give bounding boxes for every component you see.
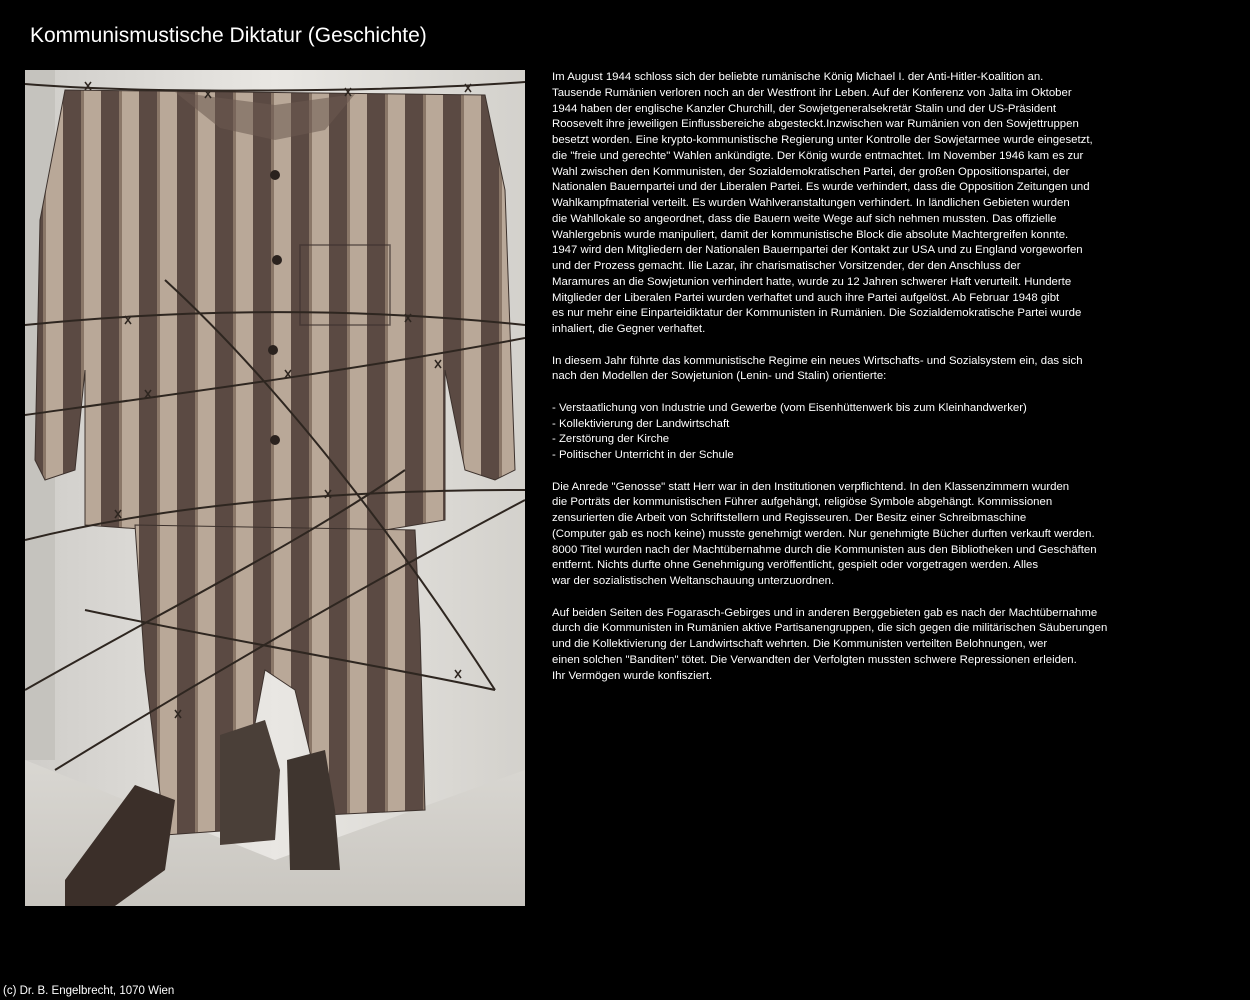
article-line: - Zerstörung der Kirche xyxy=(552,433,670,446)
article-line: besetzt worden. Eine krypto-kommunistische Regierung unter Kontrolle der Sowjetarmee wurde eingesetzt, xyxy=(552,134,1093,146)
article-paragraph xyxy=(552,480,1232,590)
article-line: 8000 Titel wurden nach der Machtübernahme durch die Kommunisten aus den Bibliotheken und Geschäften xyxy=(552,543,1097,556)
article-paragraph xyxy=(552,70,1232,338)
article-line: Mitglieder der Liberalen Partei wurden verhaftet und auch ihre Partei aufgelöst. Ab Februar 1948 gibt xyxy=(552,291,1060,304)
article-line: die Wahllokale so angeordnet, dass die Bauern weite Wege auf sich nehmen mussten. Das offizielle xyxy=(552,212,1057,225)
article-line: durch die Kommunisten in Rumänien aktive Partisanengruppen, die sich gegen die militärischen Säuberungen xyxy=(552,622,1108,635)
article-line: Roosevelt ihre jeweiligen Einflussbereiche abgesteckt.Inzwischen war Rumänien von den Sowjettruppen xyxy=(552,118,1079,131)
article-line: Auf beiden Seiten des Fogarasch-Gebirges und in anderen Berggebieten gab es nach der Machtübernahme xyxy=(552,606,1098,619)
article-line: Nationalen Bauernpartei und der Liberalen Partei. Es wurde verhindert, dass die Opposition Zeitungen und xyxy=(552,181,1090,194)
article-line: - Kollektivierung der Landwirtschaft xyxy=(552,417,730,430)
page-title: Kommunismustische Diktatur (Geschichte) xyxy=(30,24,427,47)
article-line: war der sozialistischen Weltanschauung unterzuordnen. xyxy=(552,575,835,587)
article-line: inhaliert, die Gegner verhaftet. xyxy=(552,323,706,335)
article-line: Im August 1944 schloss sich der beliebte rumänische König Michael I. der Anti-Hitler-Koalition an. xyxy=(552,71,1044,83)
article-line: - Verstaatlichung von Industrie und Gewerbe (vom Eisenhüttenwerk bis zum Kleinhandwerker) xyxy=(552,401,1027,414)
article-line: 1947 wird den Mitgliedern der Nationalen Bauernpartei der Kontakt zur USA und zu England vorgeworfen xyxy=(552,244,1083,257)
article-line: Wahlergebnis wurde manipuliert, damit der kommunistische Block die absolute Machtergreifen konnte. xyxy=(552,228,1069,241)
prison-uniform-photo xyxy=(25,70,525,906)
article-line: Wahl zwischen den Kommunisten, der Sozialdemokratischen Partei, der großen Oppositionspartei, der xyxy=(552,165,1070,178)
article-line: Ihr Vermögen wurde konfisziert. xyxy=(552,669,713,682)
article-line: Wahlkampfmaterial verteilt. Es wurden Wahlveranstaltungen verhindert. In ländlichen Gebieten wurden xyxy=(552,197,1070,209)
article-line: die Porträts der kommunistischen Führer aufgehängt, religiöse Symbole abgehängt. Kommissionen xyxy=(552,496,1053,509)
article-line: - Politischer Unterricht in der Schule xyxy=(552,449,734,461)
article-line: Tausende Rumänien verloren noch an der Westfront ihr Leben. Auf der Konferenz von Jalta im Oktober xyxy=(552,86,1072,99)
article-line: einen solchen "Banditen" tötet. Die Verwandten der Verfolgten mussten schwere Repressionen erleiden. xyxy=(552,653,1077,666)
article-line: entfernt. Nichts durfte ohne Genehmigung veröffentlicht, gespielt oder vorgetragen werden. Alles xyxy=(552,559,1039,572)
copyright-footer: (c) Dr. B. Engelbrecht, 1070 Wien xyxy=(3,985,175,997)
article-line: Die Anrede "Genosse" statt Herr war in den Institutionen verpflichtend. In den Klassenzimmern wurden xyxy=(552,480,1070,493)
article-line: 1944 haben der englische Kanzler Churchill, der Sowjetgeneralsekretär Stalin und der US-Präsident xyxy=(552,102,1057,115)
article-text xyxy=(552,70,1232,700)
article-paragraph xyxy=(552,606,1232,685)
article-line: und die Kollektivierung der Landwirtschaft wehrten. Die Kommunisten verteilten Belohnungen, wer xyxy=(552,638,1048,650)
article-paragraph xyxy=(552,401,1232,464)
article-line: In diesem Jahr führte das kommunistische Regime ein neues Wirtschafts- und Sozialsystem ein, das sich xyxy=(552,354,1083,367)
article-paragraph xyxy=(552,354,1232,386)
article-line: es nur mehr eine Einparteidiktatur der Kommunisten in Rumänien. Die Sozialdemokratische Partei wurde xyxy=(552,307,1082,320)
article-line: die "freie und gerechte" Wahlen ankündigte. Der König wurde entmachtet. Im November 1946 kam es zur xyxy=(552,149,1084,162)
article-line: zensurierten die Arbeit von Schriftstellern und Regisseuren. Der Besitz einer Schreibmaschine xyxy=(552,512,1027,524)
article-line: Maramures an die Sowjetunion verhindert hatte, wurde zu 12 Jahren schwerer Haft verurteilt. Hunderte xyxy=(552,275,1072,288)
prison-uniform-illustration xyxy=(25,70,525,906)
article-line: (Computer gab es noch keine) musste genehmigt werden. Nur genehmigte Bücher durften verkauft werden. xyxy=(552,527,1095,540)
article-line: und der Prozess gemacht. Ilie Lazar, ihr charismatischer Vorsitzender, der den Anschluss der xyxy=(552,260,1021,272)
article-line: nach den Modellen der Sowjetunion (Lenin- und Stalin) orientierte: xyxy=(552,370,887,383)
